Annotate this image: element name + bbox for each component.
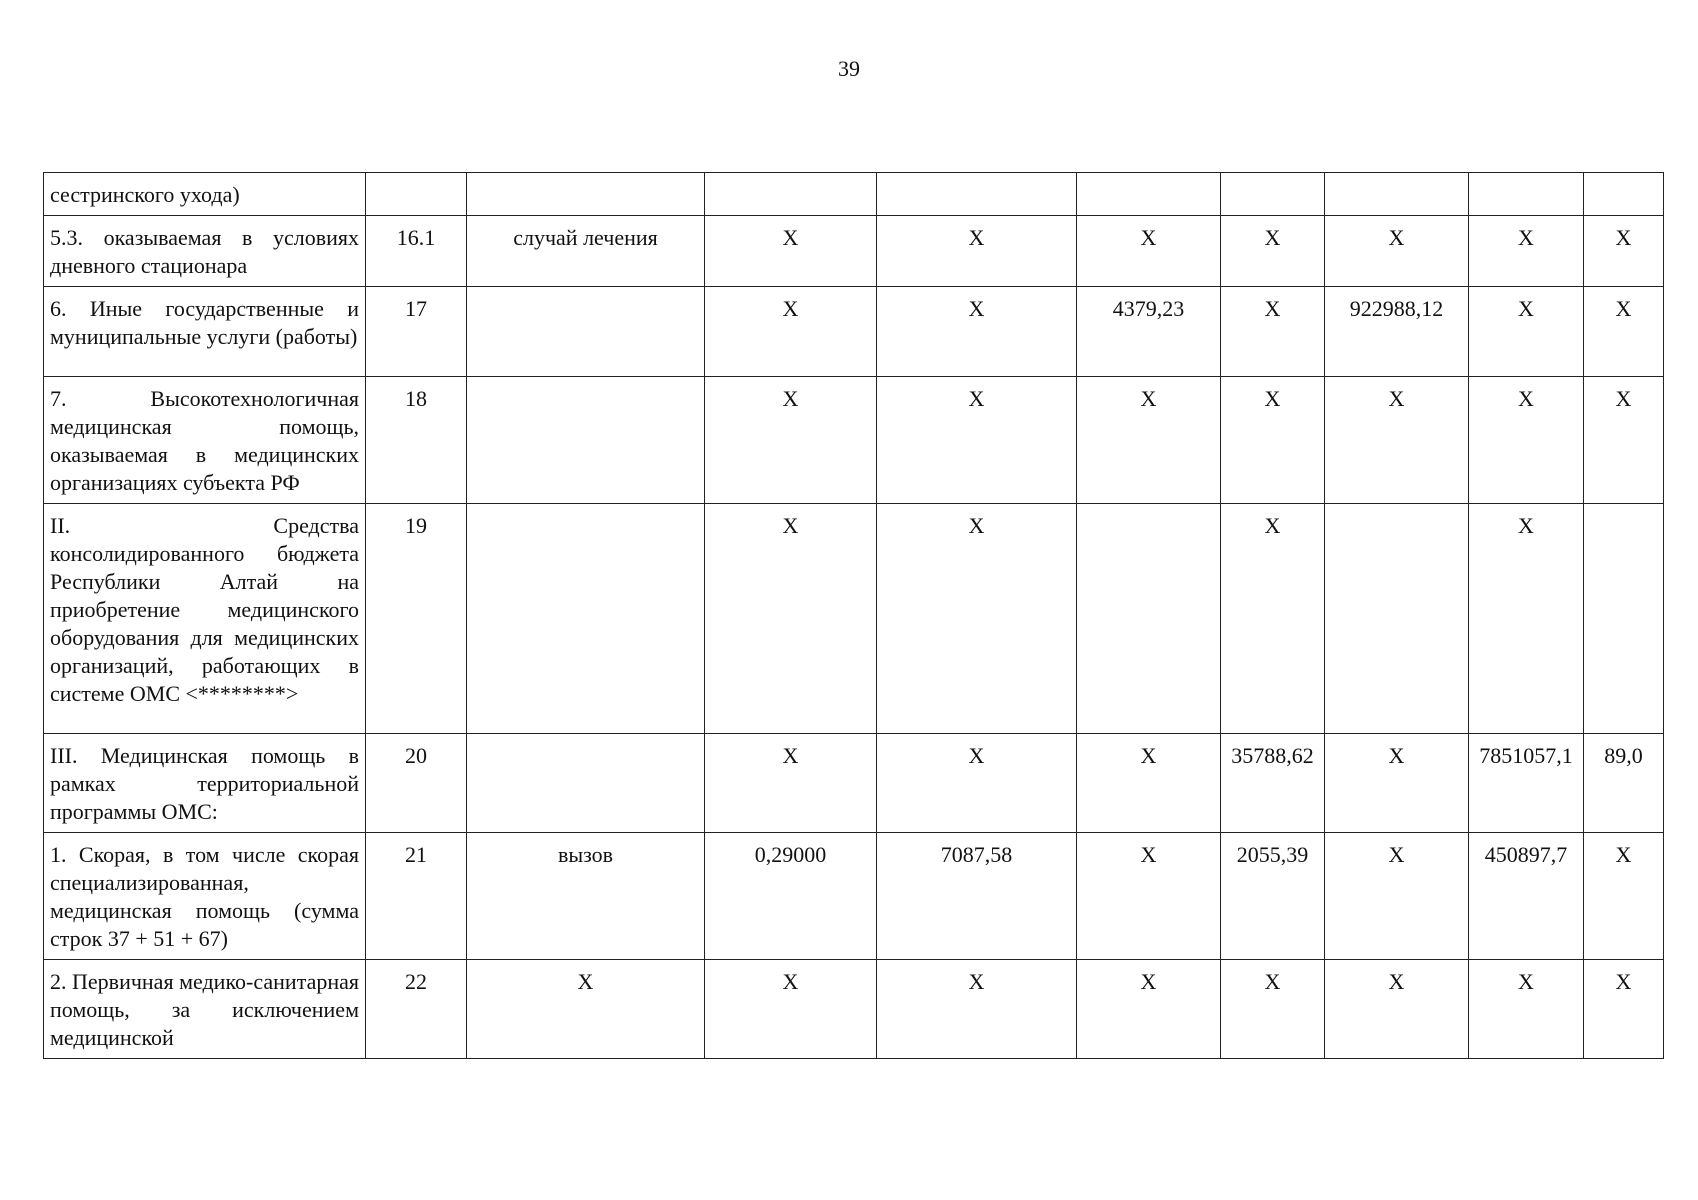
table-cell: X — [1584, 216, 1664, 287]
table-cell: X — [705, 960, 877, 1059]
row-name-cell: III. Медицинская помощь в рамках территориальной программы ОМС: — [44, 734, 366, 833]
table-cell: 35788,62 — [1221, 734, 1325, 833]
table-cell — [1584, 173, 1664, 216]
row-name-cell: сестринского ухода) — [44, 173, 366, 216]
table-cell — [877, 173, 1077, 216]
row-name-cell: 2. Первичная медико-санитарная помощь, за исключением медицинской — [44, 960, 366, 1059]
table-cell: X — [467, 960, 705, 1059]
table-cell: X — [1469, 287, 1584, 377]
table-cell: X — [1325, 216, 1469, 287]
table-cell — [467, 734, 705, 833]
table-cell: X — [1077, 377, 1221, 504]
table-cell: X — [705, 216, 877, 287]
table-cell: X — [877, 216, 1077, 287]
table-cell: X — [1469, 504, 1584, 734]
table-cell — [467, 287, 705, 377]
table-cell — [1469, 173, 1584, 216]
table-cell: 4379,23 — [1077, 287, 1221, 377]
table-cell: X — [1325, 833, 1469, 960]
row-name-cell: 7. Высокотехнологичная медицинская помощь, оказываемая в медицинских организациях субъекта РФ — [44, 377, 366, 504]
table-cell — [1221, 173, 1325, 216]
table-cell: 922988,12 — [1325, 287, 1469, 377]
table-cell: X — [1325, 377, 1469, 504]
table-row — [44, 833, 1664, 960]
row-name-cell: 1. Скорая, в том числе скорая специализированная, медицинская помощь (сумма строк 37 + 51 + 67) — [44, 833, 366, 960]
table-cell: X — [1469, 377, 1584, 504]
row-name-cell: 6. Иные государственные и муниципальные услуги (работы) — [44, 287, 366, 377]
table-cell: 22 — [366, 960, 467, 1059]
table-cell: вызов — [467, 833, 705, 960]
table-cell: 18 — [366, 377, 467, 504]
table-cell: X — [1077, 833, 1221, 960]
table-cell: X — [705, 734, 877, 833]
table-cell: X — [1221, 377, 1325, 504]
table-row — [44, 960, 1664, 1059]
table-cell — [1325, 173, 1469, 216]
table-cell: X — [877, 504, 1077, 734]
table-cell: X — [1077, 216, 1221, 287]
table-cell: 16.1 — [366, 216, 467, 287]
table-cell: X — [1221, 504, 1325, 734]
table-row — [44, 734, 1664, 833]
table-cell: X — [1077, 960, 1221, 1059]
table-cell — [1325, 504, 1469, 734]
table-cell: 19 — [366, 504, 467, 734]
table-cell — [1584, 504, 1664, 734]
table-cell: X — [1584, 287, 1664, 377]
table-cell: 89,0 — [1584, 734, 1664, 833]
table-cell: 7851057,1 — [1469, 734, 1584, 833]
table-cell: X — [705, 377, 877, 504]
table-cell — [366, 173, 467, 216]
table-cell: X — [705, 504, 877, 734]
table-cell: 21 — [366, 833, 467, 960]
row-name-cell: II. Средства консолидированного бюджета Республики Алтай на приобретение медицинского оборудования для медицинских организаций, работающих в системе ОМС <********> — [44, 504, 366, 734]
table-cell: X — [1325, 960, 1469, 1059]
table-cell: 17 — [366, 287, 467, 377]
table-cell — [1077, 504, 1221, 734]
table-cell: X — [1221, 216, 1325, 287]
table-cell — [467, 173, 705, 216]
table-cell: X — [705, 287, 877, 377]
table-cell: 7087,58 — [877, 833, 1077, 960]
table-cell: X — [1469, 216, 1584, 287]
row-name-cell: 5.3. оказываемая в условиях дневного стационара — [44, 216, 366, 287]
table-cell — [1077, 173, 1221, 216]
table-cell: X — [1221, 960, 1325, 1059]
table-cell: X — [1325, 734, 1469, 833]
table-cell: X — [877, 960, 1077, 1059]
table-cell: случай лечения — [467, 216, 705, 287]
table-cell: 450897,7 — [1469, 833, 1584, 960]
page-number: 39 — [838, 56, 860, 81]
table-row — [44, 377, 1664, 504]
table-row — [44, 504, 1664, 734]
table-cell: 2055,39 — [1221, 833, 1325, 960]
table-cell — [467, 377, 705, 504]
table-cell: X — [1584, 833, 1664, 960]
table-cell: X — [1221, 287, 1325, 377]
table-row — [44, 173, 1664, 216]
table-cell — [705, 173, 877, 216]
table-cell: X — [1584, 377, 1664, 504]
table-cell — [467, 504, 705, 734]
table-cell: X — [877, 734, 1077, 833]
table-cell: X — [1077, 734, 1221, 833]
table-row — [44, 216, 1664, 287]
table-cell: X — [1584, 960, 1664, 1059]
table-cell: X — [1469, 960, 1584, 1059]
data-table — [43, 172, 1664, 1059]
table-row — [44, 287, 1664, 377]
table-cell: 0,29000 — [705, 833, 877, 960]
table-cell: X — [877, 287, 1077, 377]
table-cell: 20 — [366, 734, 467, 833]
table-cell: X — [877, 377, 1077, 504]
